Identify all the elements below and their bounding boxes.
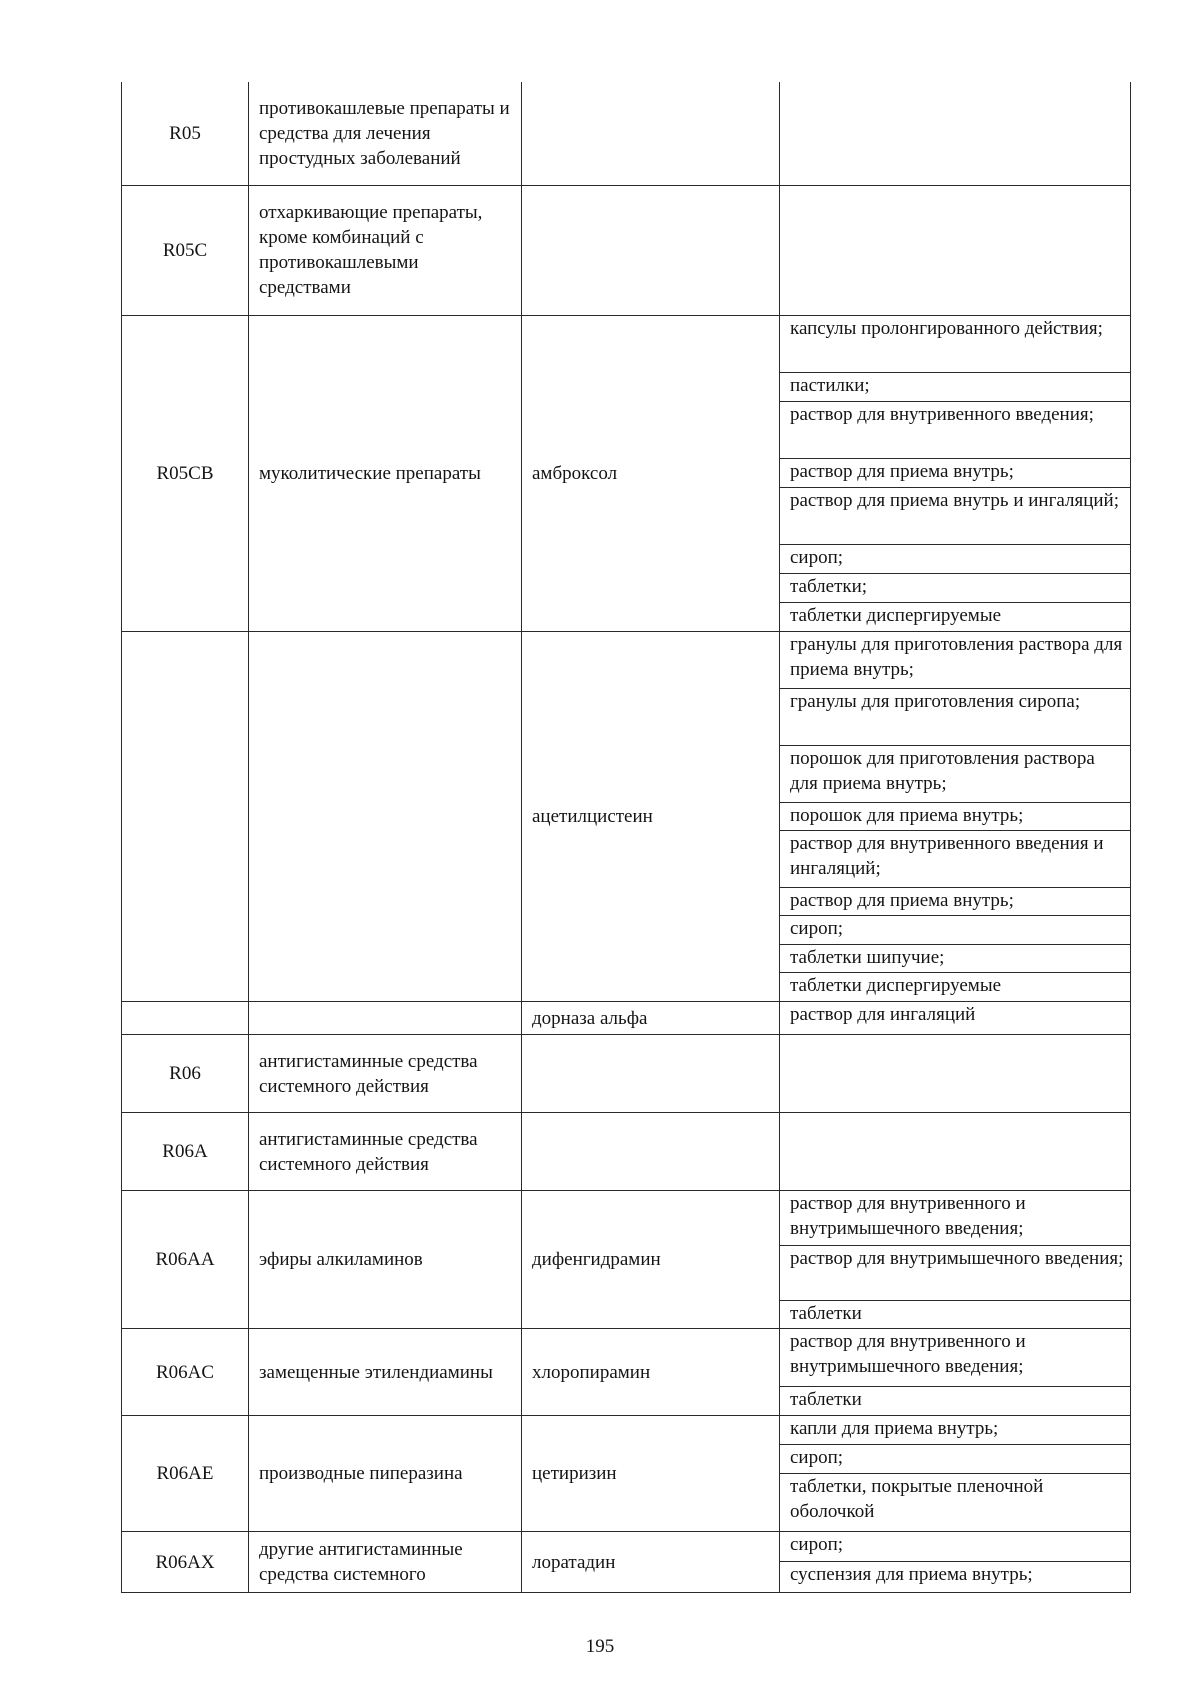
table-row (122, 1416, 1131, 1532)
table-row (122, 1113, 1131, 1191)
group-name-cell: другие антигистаминные средства системного (249, 1532, 522, 1593)
dosage-form-item: раствор для внутривенного введения и ингаляций; (780, 831, 1130, 888)
dosage-form-item: порошок для приготовления раствора для приема внутрь; (780, 746, 1130, 803)
dosage-forms-list (780, 1416, 1130, 1531)
group-name-cell: противокашлевые препараты и средства для лечения простудных заболеваний (249, 82, 522, 185)
dosage-forms-cell (780, 1113, 1131, 1191)
table-body (122, 82, 1131, 1593)
table-row (122, 315, 1131, 632)
dosage-forms-cell (780, 1002, 1131, 1035)
dosage-form-item: таблетки (790, 1302, 862, 1324)
dosage-form-item: раствор для приема внутрь и ингаляций; (780, 488, 1130, 545)
dosage-form-item: таблетки; (780, 574, 1130, 603)
dosage-forms-list (780, 632, 1130, 1001)
drug-name-cell: дорназа альфа (522, 1002, 780, 1035)
group-name-cell: отхаркивающие препараты, кроме комбинаций с противокашлевыми средствами (249, 185, 522, 315)
atc-code-cell: R05 (122, 82, 249, 185)
dosage-form-item: капли для приема внутрь; (780, 1416, 1130, 1445)
table-row (122, 82, 1131, 185)
group-name-cell (249, 632, 522, 1002)
dosage-form-item: сироп; (780, 545, 1130, 574)
atc-code-cell: R05C (122, 185, 249, 315)
dosage-form-item: таблетки диспергируемые (790, 604, 1002, 626)
dosage-forms-cell (780, 1416, 1131, 1532)
dosage-forms-cell (780, 185, 1131, 315)
dosage-forms-list (780, 1191, 1130, 1328)
dosage-form-item: раствор для внутривенного введения; (780, 402, 1130, 459)
table-row (122, 1035, 1131, 1113)
dosage-form-item: пастилки; (780, 373, 1130, 402)
dosage-form-item: раствор для ингаляций (790, 1004, 976, 1026)
table-row (122, 1329, 1131, 1416)
drug-name-cell: дифенгидрамин (522, 1191, 780, 1329)
dosage-forms-cell (780, 1329, 1131, 1416)
dosage-forms-cell (780, 82, 1131, 185)
atc-code-cell (122, 632, 249, 1002)
drug-name-cell (522, 185, 780, 315)
dosage-forms-list (780, 1329, 1130, 1415)
group-name-cell: антигистаминные средства системного действия (249, 1035, 522, 1113)
group-name-cell: эфиры алкиламинов (249, 1191, 522, 1329)
group-name-cell: замещенные этилендиамины (249, 1329, 522, 1416)
group-name-cell: муколитические препараты (249, 315, 522, 632)
dosage-forms-list (780, 1532, 1130, 1592)
dosage-forms-cell (780, 315, 1131, 632)
atc-code-cell: R06AC (122, 1329, 249, 1416)
dosage-form-item: раствор для внутривенного и внутримышечного введения; (780, 1329, 1130, 1386)
page-number: 195 (585, 1636, 615, 1657)
atc-code-cell: R05CB (122, 315, 249, 632)
atc-code-cell: R06AX (122, 1532, 249, 1593)
dosage-form-item: раствор для внутривенного и внутримышечного введения; (780, 1191, 1130, 1246)
dosage-form-item: раствор для внутримышечного введения; (780, 1246, 1130, 1301)
atc-code-cell (122, 1002, 249, 1035)
group-name-cell (249, 1002, 522, 1035)
atc-code-cell: R06 (122, 1035, 249, 1113)
drug-name-cell (522, 1035, 780, 1113)
table-row (122, 632, 1131, 1002)
dosage-forms-cell (780, 1035, 1131, 1113)
dosage-form-item: таблетки шипучие; (780, 945, 1130, 973)
dosage-form-item: таблетки (790, 1388, 862, 1410)
drug-table (121, 82, 1131, 1593)
group-name-cell: производные пиперазина (249, 1416, 522, 1532)
drug-name-cell: хлоропирамин (522, 1329, 780, 1416)
dosage-form-item: порошок для приема внутрь; (780, 803, 1130, 831)
dosage-form-item: сироп; (780, 1532, 1130, 1562)
atc-code-cell: R06A (122, 1113, 249, 1191)
dosage-form-item: сироп; (780, 916, 1130, 944)
dosage-forms-list (780, 1002, 1130, 1034)
dosage-form-item: капсулы пролонгированного действия; (780, 316, 1130, 373)
table-row (122, 1002, 1131, 1035)
dosage-forms-list (780, 316, 1130, 632)
dosage-form-item: сироп; (780, 1445, 1130, 1474)
dosage-form-item: таблетки, покрытые пленочной оболочкой (790, 1475, 1044, 1522)
dosage-form-item: гранулы для приготовления раствора для приема внутрь; (780, 632, 1130, 689)
drug-name-cell (522, 1113, 780, 1191)
dosage-form-item: суспензия для приема внутрь; (790, 1564, 1033, 1586)
drug-name-cell: ацетилцистеин (522, 632, 780, 1002)
drug-name-cell: цетиризин (522, 1416, 780, 1532)
atc-code-cell: R06AA (122, 1191, 249, 1329)
drug-name-cell: амброксол (522, 315, 780, 632)
group-name-cell: антигистаминные средства системного действия (249, 1113, 522, 1191)
table-row (122, 1532, 1131, 1593)
dosage-form-item: гранулы для приготовления сиропа; (780, 689, 1130, 746)
table-row (122, 1191, 1131, 1329)
dosage-forms-cell (780, 1191, 1131, 1329)
dosage-form-item: раствор для приема внутрь; (780, 459, 1130, 488)
dosage-forms-cell (780, 1532, 1131, 1593)
atc-code-cell: R06AE (122, 1416, 249, 1532)
dosage-forms-cell (780, 632, 1131, 1002)
table-row (122, 185, 1131, 315)
drug-name-cell: лоратадин (522, 1532, 780, 1593)
dosage-form-item: раствор для приема внутрь; (780, 888, 1130, 916)
dosage-form-item: таблетки диспергируемые (790, 975, 1002, 997)
drug-name-cell (522, 82, 780, 185)
